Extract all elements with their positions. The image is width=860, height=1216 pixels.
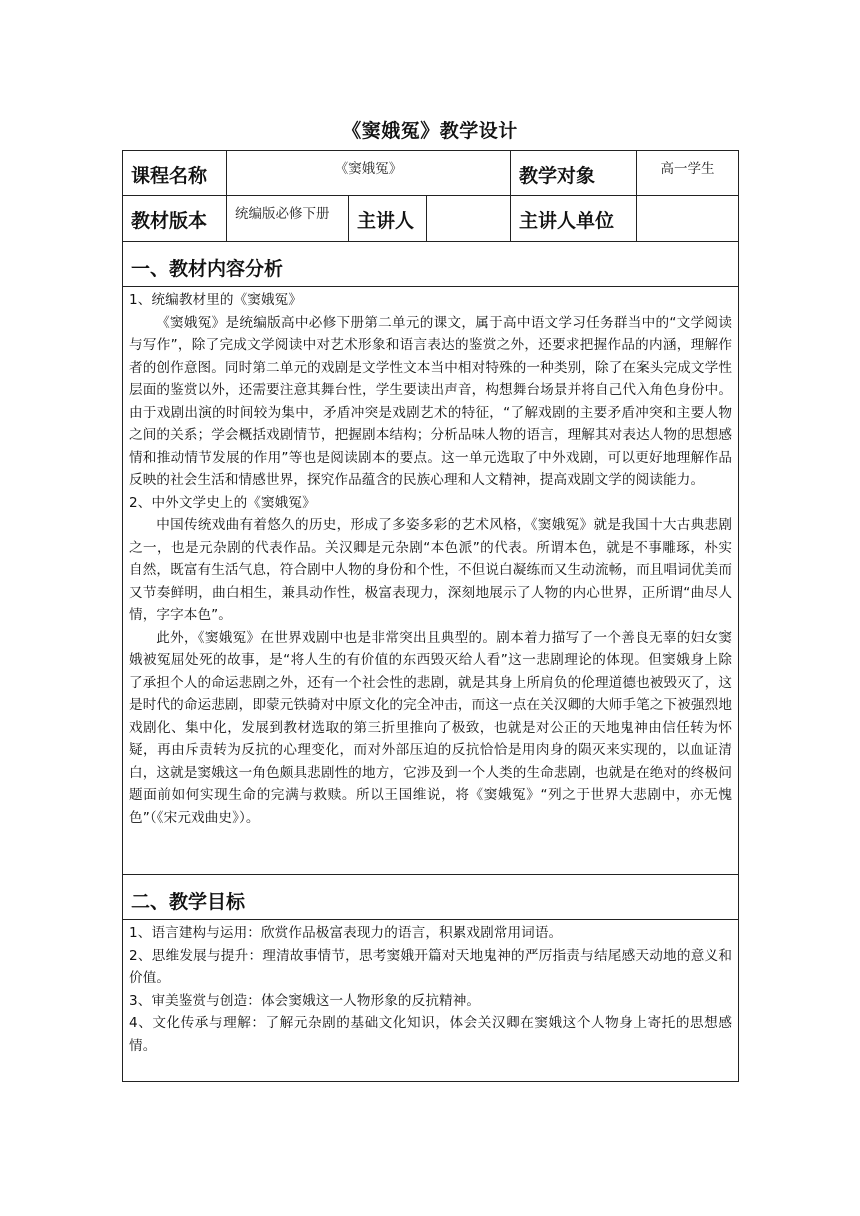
lesson-plan-table (122, 150, 739, 1082)
section2-heading: 二、教学目标 (123, 875, 739, 920)
unit-value (637, 196, 739, 242)
speaker-value (427, 196, 511, 242)
section1-para3: 此外，《窦娥冤》在世界戏剧中也是非常突出且典型的。剧本着力描写了一个善良无辜的妇女窦娥被冤屈处死的故事，是“将人生的有价值的东西毁灭给人看”这一悲剧理论的体现。但窦娥身上除了承担个人的命运悲剧之外，还有一个社会性的悲剧，就是其身上所肩负的伦理道德也被毁灭了，这是时代的命运悲剧，即蒙元铁骑对中原文化的完全冲击，而这一点在关汉卿的大师手笔之下被强烈地戏剧化、集中化，发展到教材选取的第三折里推向了极致，也就是对公正的天地鬼神由信任转为怀疑，再由斥责转为反抗的心理变化，而对外部压迫的反抗恰恰是用肉身的陨灭来实现的，以血证清白，这就是窦娥这一角色颇具悲剧性的地方，它涉及到一个人类的生命悲剧，也就是在绝对的终极问题面前如何实现生命的完满与救赎。所以王国维说，将《窦娥冤》“列之于世界大悲剧中，亦无愧色”（《宋元戏曲史》）。 (129, 629, 733, 826)
section1-body (123, 287, 739, 875)
unit-label: 主讲人单位 (511, 196, 637, 242)
goal-item: 3、审美鉴赏与创造：体会窦娥这一人物形象的反抗精神。 (129, 992, 481, 1009)
section1-para1: 《窦娥冤》是统编版高中必修下册第二单元的课文，属于高中语文学习任务群当中的“文学阅读与写作”，除了完成文学阅读中对艺术形象和语言表达的鉴赏之外，还要求把握作品的内涵，理解作者的创作意图。同时第二单元的戏剧是文学性文本当中相对特殊的一种类别，除了在案头完成文学性层面的鉴赏以外，还需要注意其舞台性，学生要读出声音，构想舞台场景并将自己代入角色身份中。由于戏剧出演的时间较为集中，矛盾冲突是戏剧艺术的特征，“了解戏剧的主要矛盾冲突和主要人物之间的关系；学会概括戏剧情节，把握剧本结构；分析品味人物的语言，理解其对表达人物的思想感情和推动情节发展的作用”等也是阅读剧本的要点。这一单元选取了中外戏剧，可以更好地理解作品反映的社会生活和情感世界，探究作品蕴含的民族心理和人文精神，提高戏剧文学的阅读能力。 (129, 314, 733, 488)
audience-label: 教学对象 (511, 151, 637, 196)
section1-sub1: 1、统编教材里的《窦娥冤》 (129, 292, 303, 308)
goal-item: 2、思维发展与提升：理清故事情节，思考窦娥开篇对天地鬼神的严厉指责与结尾感天动地的意义和价值。 (129, 947, 733, 986)
edition-value: 统编版必修下册 (227, 196, 349, 242)
document-title: 《窦娥冤》教学设计 (342, 120, 518, 142)
goal-item: 4、文化传承与理解：了解元杂剧的基础文化知识，体会关汉卿在窦娥这个人物身上寄托的思想感情。 (129, 1015, 733, 1054)
edition-label: 教材版本 (123, 196, 227, 242)
speaker-label: 主讲人 (349, 196, 427, 242)
section1-sub2: 2、中外文学史上的《窦娥冤》 (129, 494, 316, 511)
course-label: 课程名称 (123, 151, 227, 196)
section2-header-row (123, 875, 739, 920)
section1-header-row (123, 242, 739, 287)
course-value: 《窦娥冤》 (227, 151, 511, 196)
section2-body (123, 920, 739, 1082)
section1-para2: 中国传统戏曲有着悠久的历史，形成了多姿多彩的艺术风格，《窦娥冤》就是我国十大古典悲剧之一，也是元杂剧的代表作品。关汉卿是元杂剧“本色派”的代表。所谓本色，就是不事雕琢，朴实自然，既富有生活气息，符合剧中人物的身份和个性，不但说白凝练而又生动流畅，而且唱词优美而又节奏鲜明，曲白相生，兼具动作性，极富表现力，深刻地展示了人物的内心世界，正所谓“曲尽人情，字字本色”。 (129, 517, 733, 623)
section1-heading: 一、教材内容分析 (123, 242, 739, 287)
section2-body-row (123, 920, 739, 1082)
section1-body-row (123, 287, 739, 875)
info-row-course (123, 151, 739, 196)
goal-item: 1、语言建构与运用：欣赏作品极富表现力的语言，积累戏剧常用词语。 (129, 925, 563, 941)
info-row-edition (123, 196, 739, 242)
audience-value: 高一学生 (637, 151, 739, 196)
